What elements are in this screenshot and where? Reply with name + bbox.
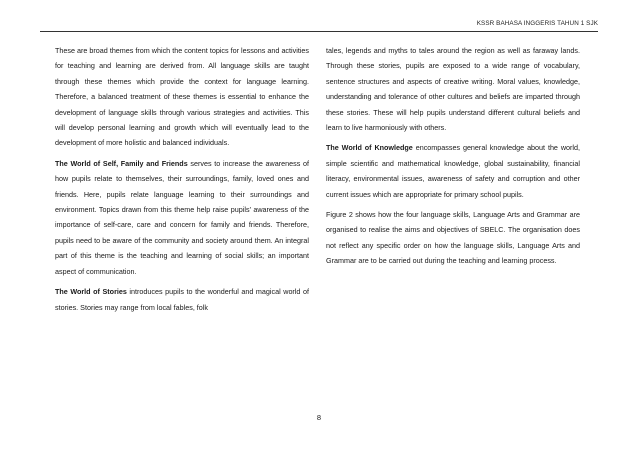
paragraph-world-of-stories <box>55 284 309 315</box>
left-column <box>55 43 309 320</box>
page-number: 8 <box>316 413 322 422</box>
heading-world-of-stories: The World of Stories <box>55 287 127 297</box>
heading-world-of-self: The World of Self, Family and Friends <box>55 158 188 168</box>
paragraph-themes <box>55 43 309 151</box>
paragraph-world-of-self <box>55 156 309 279</box>
heading-world-of-knowledge: The World of Knowledge <box>326 143 413 153</box>
header-rule <box>40 31 598 32</box>
paragraph-themes-text: These are broad themes from which the content topics for lessons and activities for teaching and learning are derived from. All language skills are taught through these themes which provide the context for language learning. Therefore, a balanced treatment of these themes is essential to enhance the development of language skills through various strategies and activities. This will develop personal learning and growth which will eventually lead to the development of more holistic and balanced individuals. <box>55 46 309 148</box>
paragraph-stories-continued <box>326 43 580 135</box>
paragraph-stories-continued-text: tales, legends and myths to tales around the region as well as faraway lands. Through these stories, pupils are exposed to a wide range of vocabulary, sentence structures and aspects of creative writing. Moral values, knowledge, understanding and tolerance of other cultures and beliefs are imparted through these stories. These will help pupils understand different cultural beliefs and learn to live harmoniously with others. <box>326 46 580 133</box>
paragraph-world-of-stories-text: introduces pupils to the wonderful and magical world of stories. Stories may range from local fables, folk <box>55 287 309 312</box>
paragraph-world-of-knowledge <box>326 140 580 202</box>
paragraph-figure-2-text: Figure 2 shows how the four language skills, Language Arts and Grammar are organised to realise the aims and objectives of SBELC. The organisation does not reflect any specific order on how the language skills, Language Arts and Grammar are to be carried out during the teaching and learning process. <box>326 210 580 266</box>
right-column <box>326 43 580 274</box>
paragraph-world-of-knowledge-text: encompasses general knowledge about the world, simple scientific and mathematical knowledge, global sustainability, financial literacy, environmental issues, awareness of safety and corruption and other current issues which are appropriate for primary school pupils. <box>326 143 580 199</box>
paragraph-figure-2 <box>326 207 580 269</box>
header-title: KSSR BAHASA INGGERIS TAHUN 1 SJK <box>476 20 598 27</box>
paragraph-world-of-self-text: serves to increase the awareness of how pupils relate to themselves, their surroundings, family, loved ones and friends. Here, pupils relate language learning to their surroundings and environment. Topics drawn from this theme help raise pupils’ awareness of the importance of self-care, care and concern for family and friends. Therefore, pupils need to be aware of the community and society around them. An integral part of this theme is the teaching and learning of social skills; an important aspect of communication. <box>55 158 309 276</box>
